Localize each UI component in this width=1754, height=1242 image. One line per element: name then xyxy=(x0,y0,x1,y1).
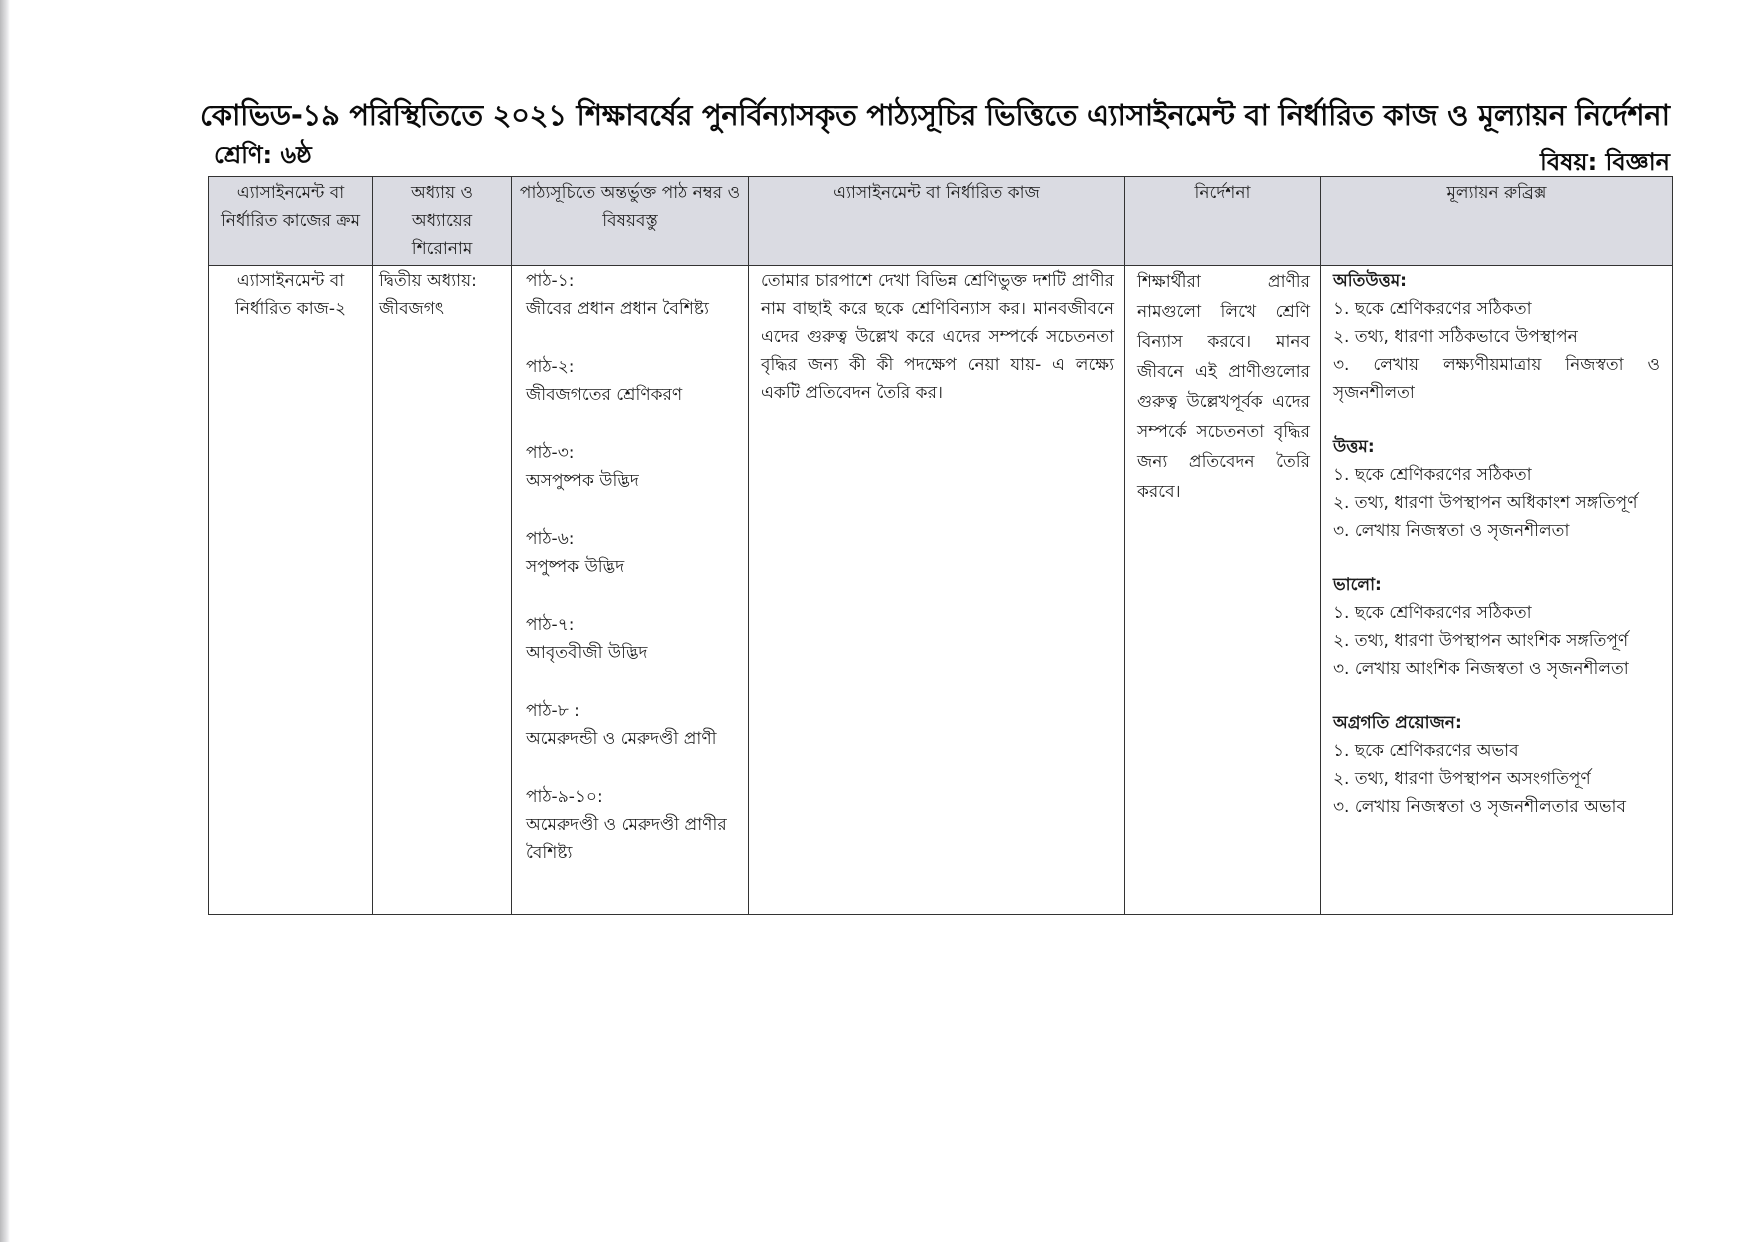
header-assignment-task: এ্যাসাইনমেন্ট বা নির্ধারিত কাজ xyxy=(749,177,1125,266)
rubric-level-needs-improvement xyxy=(1333,709,1660,821)
rubric-level-good xyxy=(1333,433,1660,545)
table-header-row xyxy=(209,177,1673,266)
lesson-number: পাঠ-৯-১০: xyxy=(526,787,603,807)
lesson-number: পাঠ-৩: xyxy=(526,443,575,463)
lesson-item xyxy=(526,267,742,323)
cell-instruction xyxy=(1125,266,1321,915)
cell-rubrics xyxy=(1321,266,1673,915)
instruction-text: শিক্ষার্থীরা প্রাণীর নামগুলো লিখে শ্রেণি বিন্যাস করবে। মানব জীবনে এই প্রাণীগুলোর গুরুত্ব উল্লেখপূর্বক এদের সম্পর্কে সচেতনতা বৃদ্ধির জন্য প্রতিবেদন তৈরি করবে। xyxy=(1137,272,1310,502)
rubric-criterion: ৩. লেখায় আংশিক নিজস্বতা ও সৃজনশীলতা xyxy=(1333,659,1629,679)
rubric-criterion: ১. ছকে শ্রেণিকরণের অভাব xyxy=(1333,741,1519,761)
lesson-number: পাঠ-১: xyxy=(526,271,575,291)
lesson-topic: সপুষ্পক উদ্ভিদ xyxy=(526,557,625,577)
assignment-no-text: এ্যাসাইনমেন্ট বা নির্ধারিত কাজ-২ xyxy=(234,271,347,319)
rubric-criterion: ২. তথ্য, ধারণা উপস্থাপন অধিকাংশ সঙ্গতিপূর্ণ xyxy=(1333,493,1638,513)
cell-assignment-task xyxy=(749,266,1125,915)
rubric-level-fair xyxy=(1333,571,1660,683)
header-rubrics: মূল্যায়ন রুব্রিক্স xyxy=(1321,177,1673,266)
assignment-table xyxy=(208,176,1673,915)
lesson-number: পাঠ-২: xyxy=(526,357,575,377)
chapter-text: দ্বিতীয় অধ্যায়: জীবজগৎ xyxy=(379,271,477,319)
lesson-number: পাঠ-৭: xyxy=(526,615,575,635)
lesson-item xyxy=(526,525,742,581)
lesson-topic: আবৃতবীজী উদ্ভিদ xyxy=(526,643,648,663)
lesson-number: পাঠ-৬: xyxy=(526,529,575,549)
lesson-topic: জীবের প্রধান প্রধান বৈশিষ্ট্য xyxy=(526,299,709,319)
rubric-level-heading: অগ্রগতি প্রয়োজন: xyxy=(1333,713,1462,733)
rubric-criterion: ৩. লেখায় লক্ষ্যণীয়মাত্রায় নিজস্বতা ও সৃজনশীলতা xyxy=(1333,355,1660,403)
subject-label: বিষয়: বিজ্ঞান xyxy=(1539,148,1670,176)
rubric-criterion: ২. তথ্য, ধারণা সঠিকভাবে উপস্থাপন xyxy=(1333,327,1578,347)
class-label: শ্রেণি: ৬ষ্ঠ xyxy=(214,141,312,169)
table-row xyxy=(209,266,1673,915)
rubric-level-heading: ভালো: xyxy=(1333,575,1382,595)
cell-chapter xyxy=(373,266,512,915)
rubric-criterion: ১. ছকে শ্রেণিকরণের সঠিকতা xyxy=(1333,299,1532,319)
assignment-task-text: তোমার চারপাশে দেখা বিভিন্ন শ্রেণিভুক্ত দশটি প্রাণীর নাম বাছাই করে ছকে শ্রেণিবিন্যাস কর। মানবজীবনে এদের গুরুত্ব উল্লেখ করে এদের সম্পর্কে সচেতনতা বৃদ্ধির জন্য কী কী পদক্ষেপ নেয়া যায়- এ লক্ষ্যে একটি প্রতিবেদন তৈরি কর। xyxy=(761,271,1114,403)
page-title: কোভিড-১৯ পরিস্থিতিতে ২০২১ শিক্ষাবর্ষের পুনর্বিন্যাসকৃত পাঠ্যসূচির ভিত্তিতে এ্যাসাইনমেন্ট বা নির্ধারিত কাজ ও মূল্যায়ন নির্দেশনা xyxy=(200,98,1670,133)
rubric-level-heading: উত্তম: xyxy=(1333,437,1375,457)
rubric-level-excellent xyxy=(1333,267,1660,407)
rubric-criterion: ২. তথ্য, ধারণা উপস্থাপন অসংগতিপূর্ণ xyxy=(1333,769,1591,789)
lesson-number: পাঠ-৮ : xyxy=(526,701,580,721)
lesson-item xyxy=(526,783,742,867)
lesson-topic: জীবজগতের শ্রেণিকরণ xyxy=(526,385,683,405)
lesson-item xyxy=(526,697,742,753)
header-chapter: অধ্যায় ও অধ্যায়ের শিরোনাম xyxy=(373,177,512,266)
lesson-item xyxy=(526,439,742,495)
scan-edge-shadow xyxy=(0,0,10,1242)
header-assignment-no: এ্যাসাইনমেন্ট বা নির্ধারিত কাজের ক্রম xyxy=(209,177,373,266)
lesson-topic: অমেরুদন্ডী ও মেরুদণ্ডী প্রাণী xyxy=(526,729,717,749)
cell-lessons xyxy=(512,266,749,915)
lesson-topic: অসপুষ্পক উদ্ভিদ xyxy=(526,471,639,491)
rubric-criterion: ২. তথ্য, ধারণা উপস্থাপন আংশিক সঙ্গতিপূর্ণ xyxy=(1333,631,1629,651)
header-instruction: নির্দেশনা xyxy=(1125,177,1321,266)
rubric-criterion: ১. ছকে শ্রেণিকরণের সঠিকতা xyxy=(1333,603,1532,623)
rubric-criterion: ১. ছকে শ্রেণিকরণের সঠিকতা xyxy=(1333,465,1532,485)
rubric-level-heading: অতিউত্তম: xyxy=(1333,271,1407,291)
lesson-topic: অমেরুদণ্ডী ও মেরুদণ্ডী প্রাণীর বৈশিষ্ট্য xyxy=(526,815,727,863)
rubric-criterion: ৩. লেখায় নিজস্বতা ও সৃজনশীলতার অভাব xyxy=(1333,797,1626,817)
rubric-criterion: ৩. লেখায় নিজস্বতা ও সৃজনশীলতা xyxy=(1333,521,1570,541)
cell-assignment-no xyxy=(209,266,373,915)
lesson-item xyxy=(526,611,742,667)
lesson-item xyxy=(526,353,742,409)
header-lessons: পাঠ্যসূচিতে অন্তর্ভুক্ত পাঠ নম্বর ও বিষয়বস্তু xyxy=(512,177,749,266)
